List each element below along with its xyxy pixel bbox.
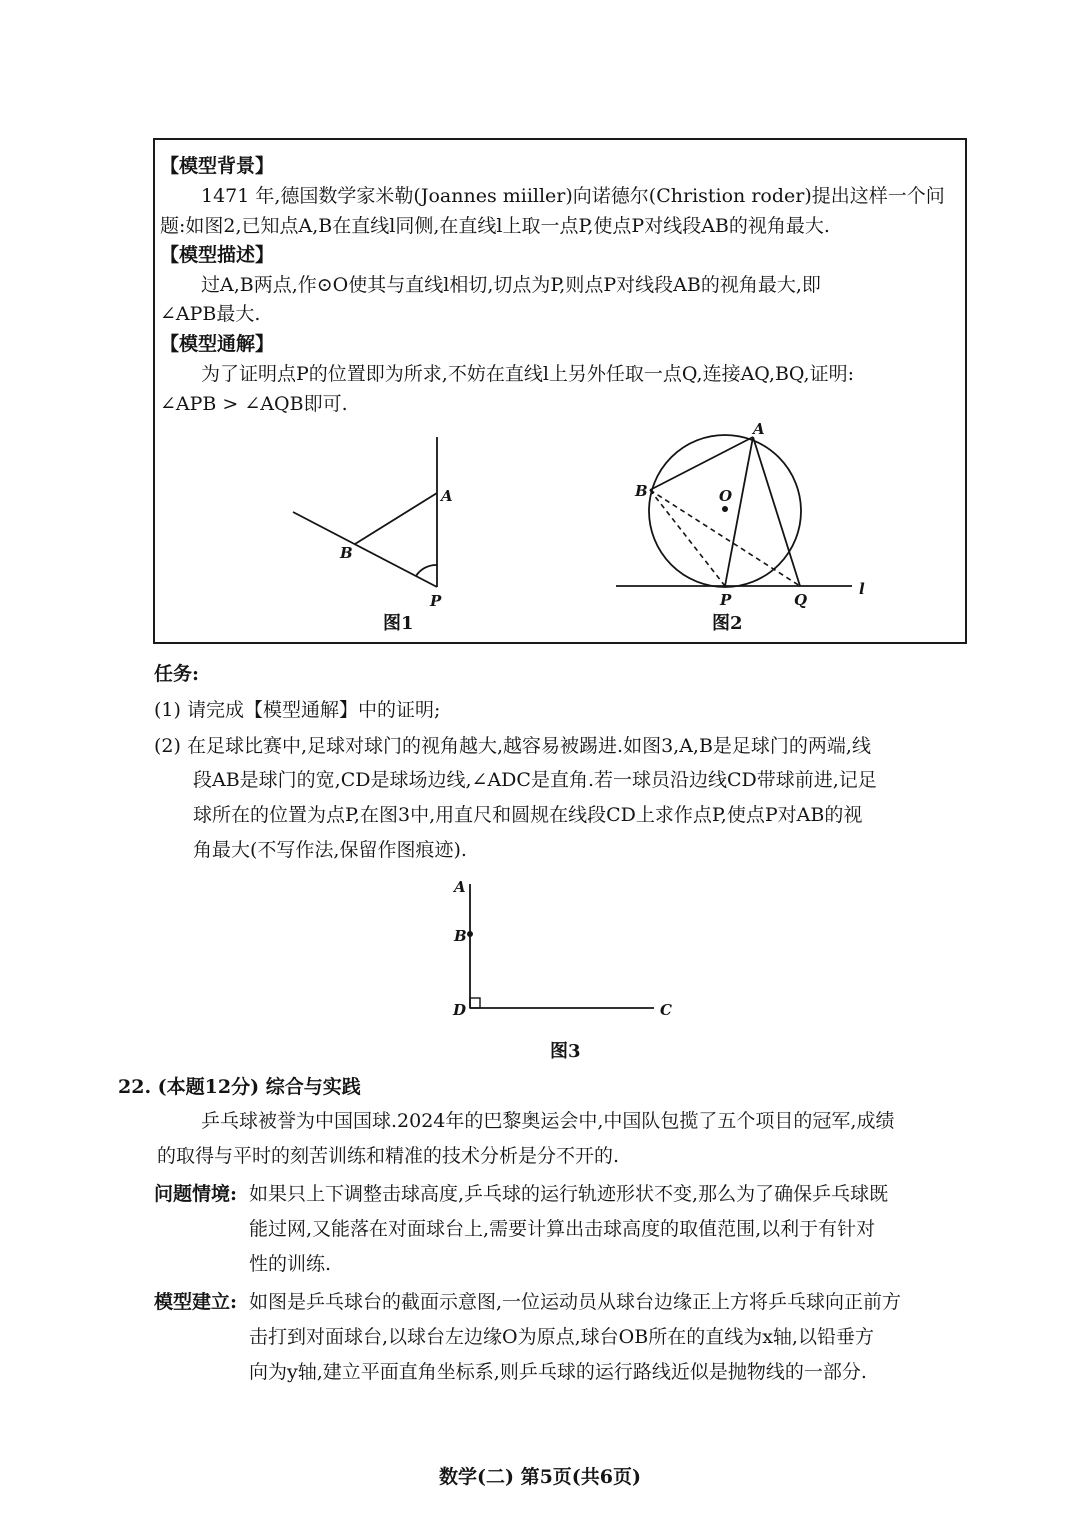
figure-2-caption: 图2 bbox=[712, 613, 743, 634]
model-line-3: 向为y轴,建立平面直角坐标系,则乒乓球的运行路线近似是抛物线的一部分. bbox=[249, 1361, 867, 1383]
task-item-2-line-3: 球所在的位置为点P,在图3中,用直尺和圆规在线段CD上求作点P,使点P对AB的视 bbox=[193, 804, 863, 826]
background-line-1: 1471 年,德国数学家米勒(Joannes miiller)向诺德尔(Christion roder)提出这样一个问 bbox=[201, 185, 945, 207]
task-item-2-line-4: 角最大(不写作法,保留作图痕迹). bbox=[193, 839, 467, 861]
model-line-2: 击打到对面球台,以球台左边缘O为原点,球台OB所在的直线为x轴,以铅垂方 bbox=[249, 1326, 874, 1348]
fig2-label-a: A bbox=[753, 420, 765, 438]
fig3-label-c: C bbox=[660, 1001, 672, 1019]
task-heading: 任务: bbox=[154, 663, 200, 685]
description-heading: 【模型描述】 bbox=[160, 244, 275, 266]
question-22-intro-line-2: 的取得与平时的刻苦训练和精准的技术分析是分不开的. bbox=[157, 1145, 620, 1167]
situation-line-3: 性的训练. bbox=[249, 1253, 332, 1275]
solution-line-2: ∠APB > ∠AQB即可. bbox=[160, 393, 348, 415]
task-item-2-line-1: (2) 在足球比赛中,足球对球门的视角越大,越容易被踢进.如图3,A,B是足球门的两端,线 bbox=[154, 735, 871, 757]
fig1-label-p: P bbox=[430, 592, 442, 610]
question-22-intro-line-1: 乒乓球被誉为中国国球.2024年的巴黎奥运会中,中国队包揽了五个项目的冠军,成绩 bbox=[201, 1110, 895, 1132]
fig3-label-d: D bbox=[453, 1001, 467, 1019]
solution-heading: 【模型通解】 bbox=[160, 333, 275, 355]
situation-line-1: 如果只上下调整击球高度,乒乓球的运行轨迹形状不变,那么为了确保乒乓球既 bbox=[249, 1183, 889, 1205]
background-line-2: 题:如图2,已知点A,B在直线l同侧,在直线l上取一点P,使点P对线段AB的视角最大. bbox=[160, 215, 830, 237]
fig2-label-b: B bbox=[635, 482, 648, 500]
description-line-1: 过A,B两点,作⊙O使其与直线l相切,切点为P,则点P对线段AB的视角最大,即 bbox=[201, 274, 821, 296]
solution-line-1: 为了证明点P的位置即为所求,不妨在直线l上另外任取一点Q,连接AQ,BQ,证明: bbox=[201, 363, 854, 385]
figure-3-caption: 图3 bbox=[550, 1041, 581, 1062]
description-line-2: ∠APB最大. bbox=[160, 303, 261, 325]
fig2-label-q: Q bbox=[794, 591, 808, 609]
situation-label: 问题情境: bbox=[154, 1183, 238, 1205]
page-footer: 数学(二) 第5页(共6页) bbox=[438, 1466, 641, 1488]
figure-1-caption: 图1 bbox=[383, 613, 414, 634]
question-22-heading: 22. (本题12分) 综合与实践 bbox=[118, 1076, 361, 1098]
fig2-label-p: P bbox=[720, 591, 732, 609]
task-item-2-line-2: 段AB是球门的宽,CD是球场边线,∠ADC是直角.若一球员沿边线CD带球前进,记足 bbox=[193, 769, 877, 791]
model-line-1: 如图是乒乓球台的截面示意图,一位运动员从球台边缘正上方将乒乓球向正前方 bbox=[249, 1291, 902, 1313]
fig2-label-o: O bbox=[719, 487, 733, 505]
fig3-label-b: B bbox=[454, 927, 467, 945]
situation-line-2: 能过网,又能落在对面球台上,需要计算出击球高度的取值范围,以利于有针对 bbox=[249, 1218, 876, 1240]
model-label: 模型建立: bbox=[154, 1291, 238, 1313]
task-item-1: (1) 请完成【模型通解】中的证明; bbox=[154, 699, 441, 721]
fig1-label-a: A bbox=[441, 487, 453, 505]
fig3-label-a: A bbox=[454, 878, 466, 896]
background-heading: 【模型背景】 bbox=[160, 155, 275, 177]
fig1-label-b: B bbox=[340, 544, 353, 562]
fig2-label-l: l bbox=[859, 580, 865, 598]
